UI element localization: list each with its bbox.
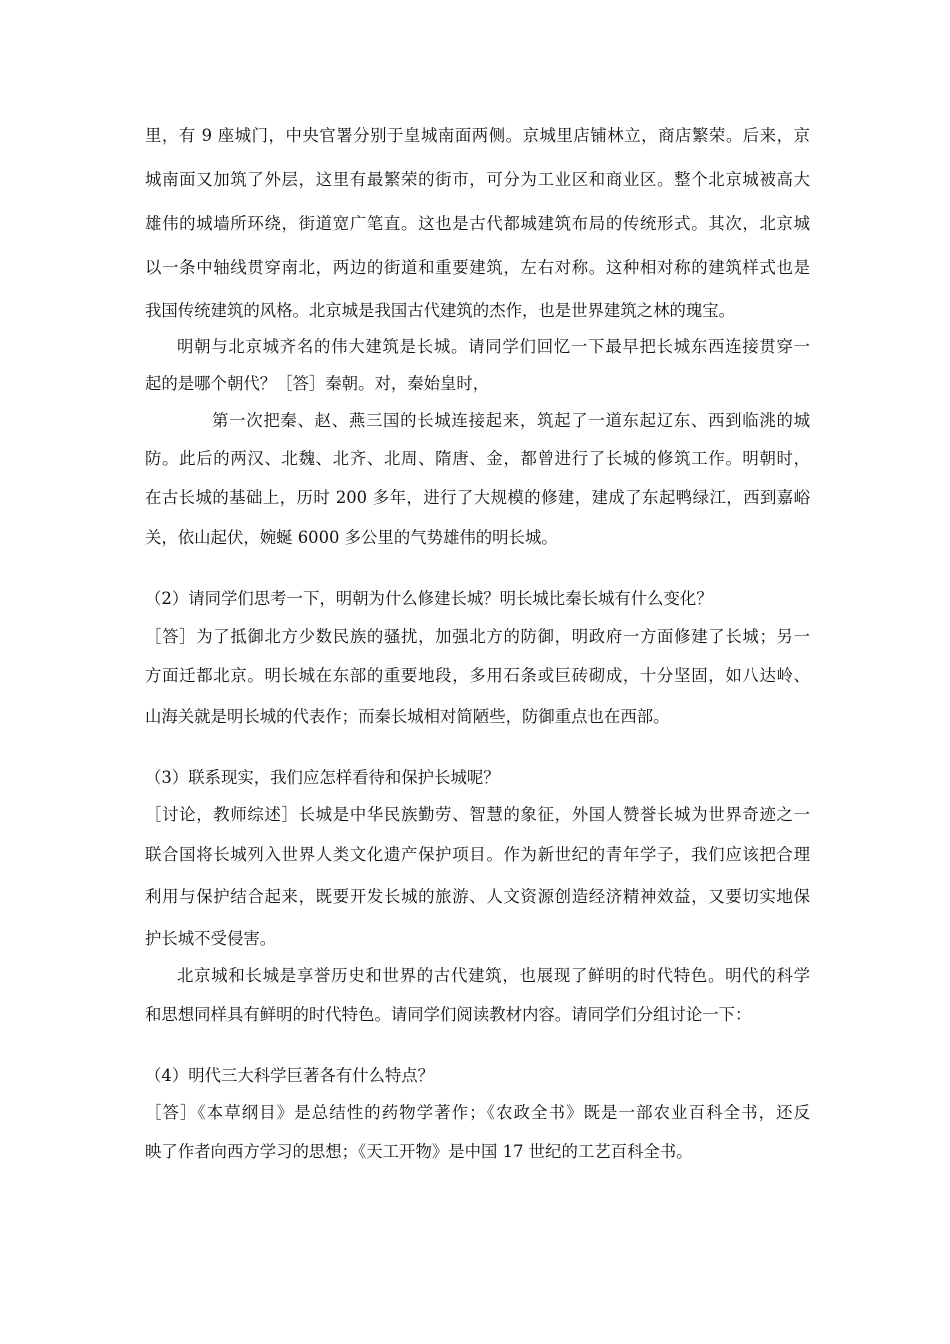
question-heading: （4）明代三大科学巨著各有什么特点？ bbox=[145, 1066, 435, 1085]
text-line: 我国传统建筑的风格。北京城是我国古代建筑的杰作，也是世界建筑之林的瑰宝。 bbox=[145, 301, 736, 320]
question-heading: （3）联系现实，我们应怎样看待和保护长城呢？ bbox=[145, 768, 500, 787]
answer-line: 利用与保护结合起来，既要开发长城的旅游、人文资源创造经济精神效益，又要切实地保 bbox=[145, 887, 810, 906]
text-line: 里，有 9 座城门，中央官署分别于皇城南面两侧。京城里店铺林立，商店繁荣。后来，京 bbox=[145, 126, 810, 145]
answer-line: 联合国将长城列入世界人类文化遗产保护项目。作为新世纪的青年学子，我们应该把合理 bbox=[145, 845, 810, 864]
text-line: 第一次把秦、赵、燕三国的长城连接起来，筑起了一道东起辽东、西到临洮的城 bbox=[212, 411, 810, 430]
text-line: 关，依山起伏，婉蜒 6000 多公里的气势雄伟的明长城。 bbox=[145, 528, 558, 547]
question-heading: （2）请同学们思考一下，明朝为什么修建长城？明长城比秦长城有什么变化？ bbox=[145, 589, 713, 608]
text-line: 北京城和长城是享誉历史和世界的古代建筑，也展现了鲜明的时代特色。明代的科学 bbox=[177, 966, 810, 985]
answer-line: 护长城不受侵害。 bbox=[145, 929, 277, 948]
answer-line: 方面迁都北京。明长城在东部的重要地段，多用石条或巨砖砌成，十分坚固，如八达岭、 bbox=[145, 666, 810, 685]
text-line: 明朝与北京城齐名的伟大建筑是长城。请同学们回忆一下最早把长城东西连接贯穿一 bbox=[177, 337, 810, 356]
text-line: 在古长城的基础上，历时 200 多年，进行了大规模的修建，建成了东起鸭绿江，西到嘉峪 bbox=[145, 488, 810, 507]
text-line: 雄伟的城墙所环绕，街道宽广笔直。这也是古代都城建筑布局的传统形式。其次，北京城 bbox=[145, 214, 810, 233]
answer-line: ［答］为了抵御北方少数民族的骚扰，加强北方的防御，明政府一方面修建了长城；另一 bbox=[145, 627, 810, 646]
text-line: 城南面又加筑了外层，这里有最繁荣的街市，可分为工业区和商业区。整个北京城被高大 bbox=[145, 170, 810, 189]
text-line: 以一条中轴线贯穿南北，两边的街道和重要建筑，左右对称。这种相对称的建筑样式也是 bbox=[145, 258, 810, 277]
answer-line: 山海关就是明长城的代表作；而秦长城相对简陋些，防御重点也在西部。 bbox=[145, 707, 670, 726]
answer-line: ［答］《本草纲目》是总结性的药物学著作；《农政全书》既是一部农业百科全书，还反 bbox=[145, 1103, 810, 1122]
text-line: 防。此后的两汉、北魏、北齐、北周、隋唐、金，都曾进行了长城的修筑工作。明朝时， bbox=[145, 449, 810, 468]
text-line: 和思想同样具有鲜明的时代特色。请同学们阅读教材内容。请同学们分组讨论一下： bbox=[145, 1005, 752, 1024]
text-line: 起的是哪个朝代？［答］秦朝。对，秦始皇时， bbox=[145, 374, 490, 393]
answer-line: ［讨论，教师综述］长城是中华民族勤劳、智慧的象征，外国人赞誉长城为世界奇迹之一 bbox=[145, 805, 810, 824]
answer-line: 映了作者向西方学习的思想；《天工开物》是中国 17 世纪的工艺百科全书。 bbox=[145, 1142, 693, 1161]
